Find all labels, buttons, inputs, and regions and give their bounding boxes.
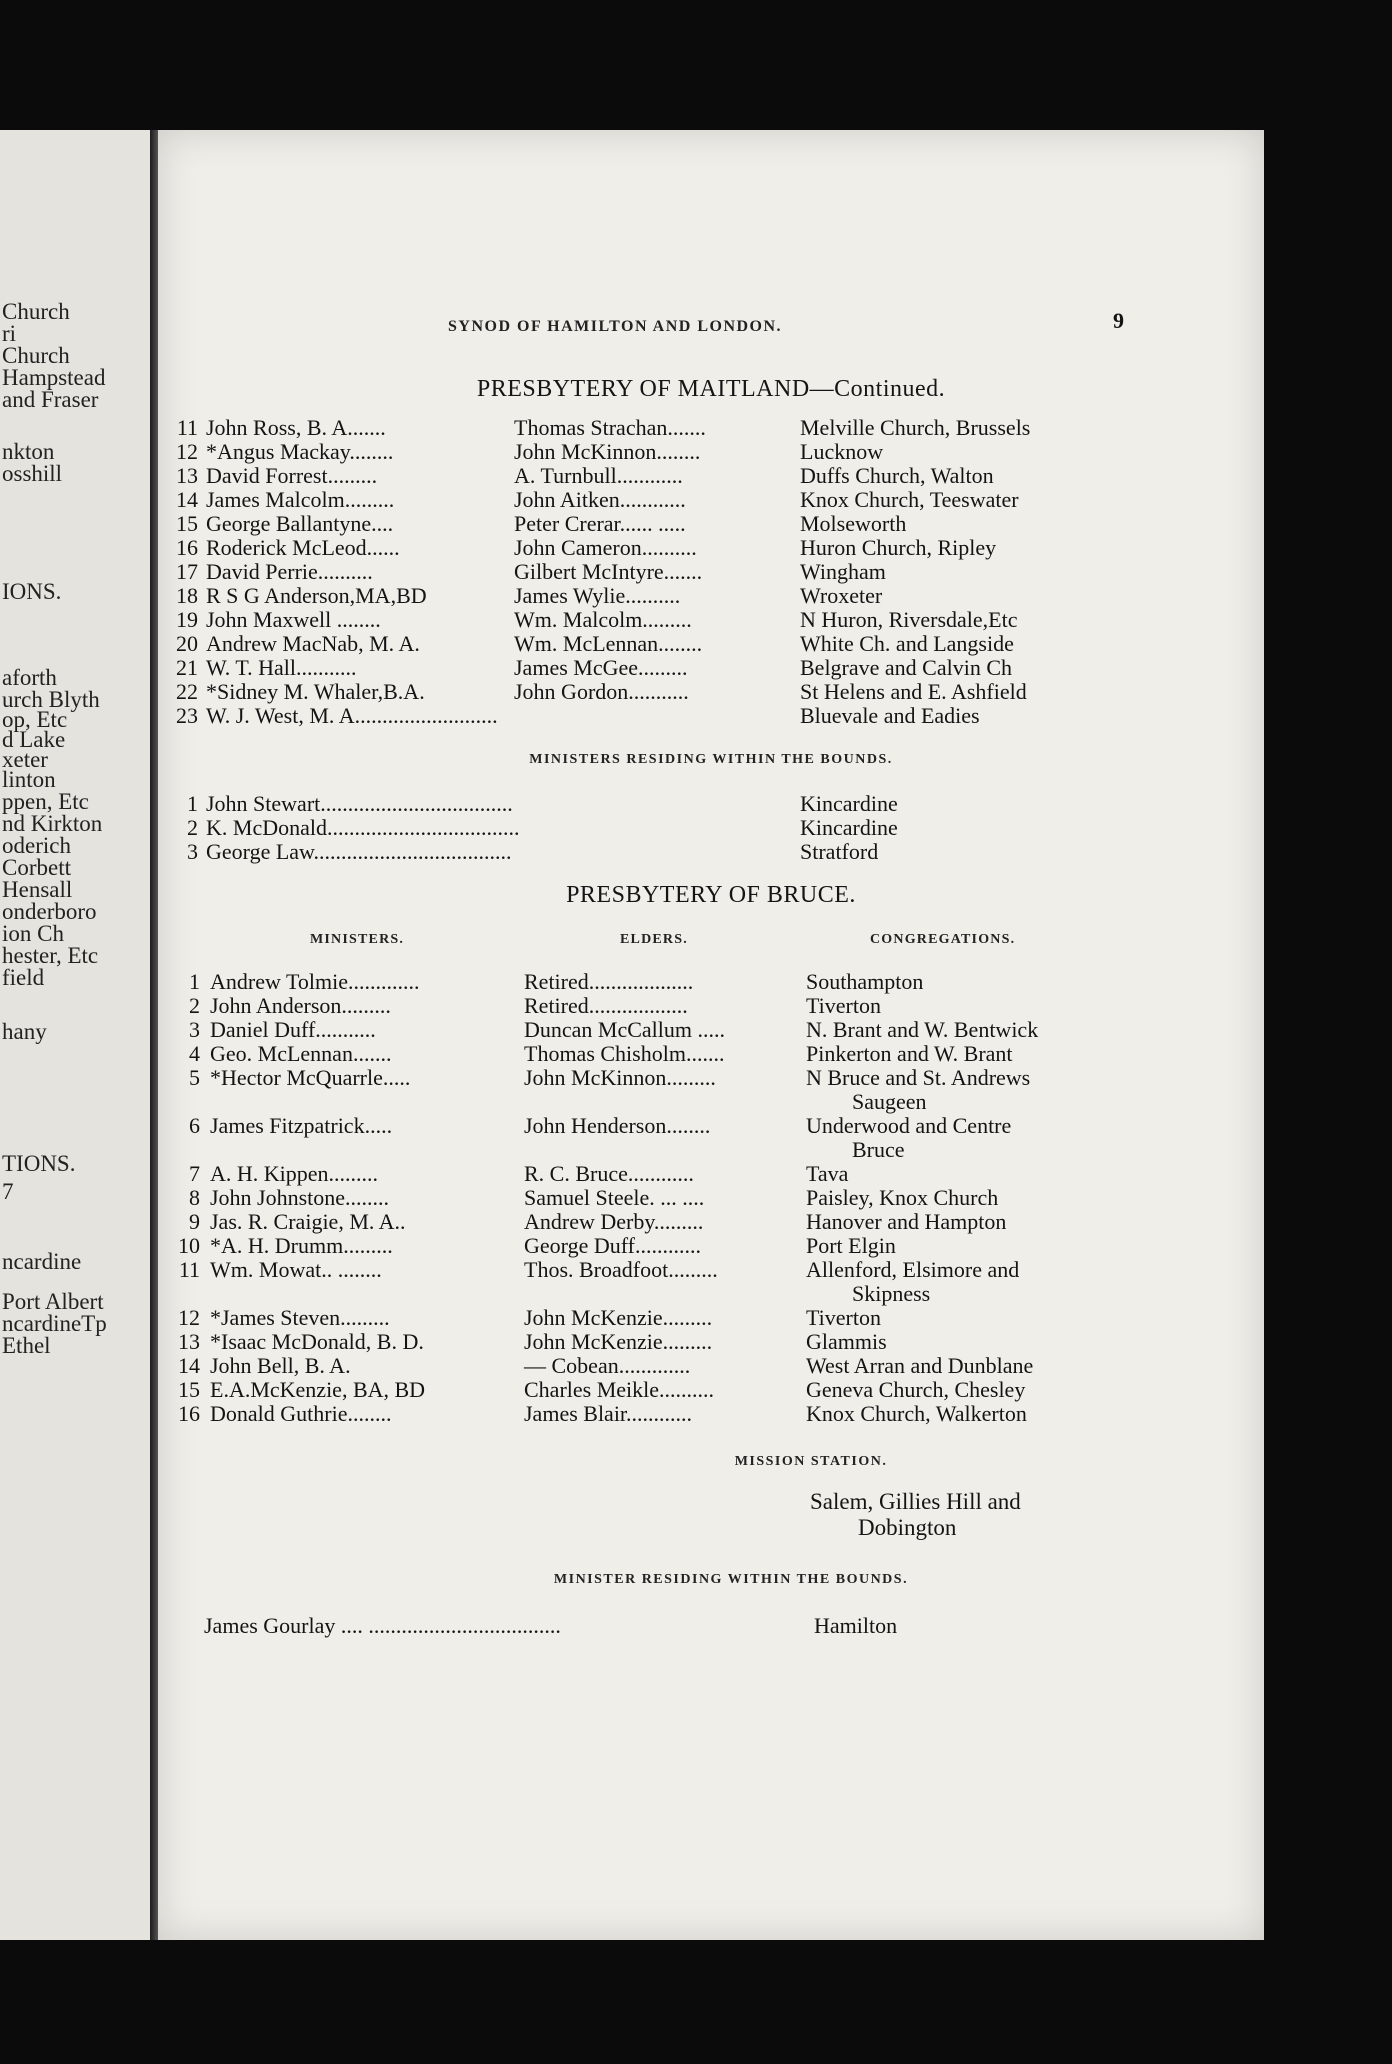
minister-name: John Stewart................................... xyxy=(206,791,513,816)
row-number: 4 xyxy=(189,1041,200,1066)
row-number: 12 xyxy=(176,439,198,464)
elder-name: John Cameron.......... xyxy=(514,535,697,560)
row-number: 2 xyxy=(189,993,200,1018)
row-number: 12 xyxy=(178,1305,200,1330)
elder-name: John McKenzie......... xyxy=(524,1305,713,1330)
congregation-continuation: Saugeen xyxy=(852,1089,927,1114)
running-head: SYNOD OF HAMILTON AND LONDON. xyxy=(448,318,783,335)
col-congregations: CONGREGATIONS. xyxy=(870,932,1016,947)
minister-name: John Ross, B. A....... xyxy=(206,415,386,440)
facing-page-text: Port Albert xyxy=(2,1289,104,1314)
elder-name: Retired.................. xyxy=(524,993,688,1018)
facing-page-text: xeter xyxy=(2,747,48,772)
row-number: 3 xyxy=(189,1017,200,1042)
congregation-name: Tiverton xyxy=(806,993,881,1018)
table-row xyxy=(158,416,1264,440)
minister-name: *Angus Mackay........ xyxy=(206,439,394,464)
maitland-list xyxy=(158,416,1264,728)
facing-page-text: 7 xyxy=(2,1179,14,1204)
elder-name: James McGee......... xyxy=(514,655,688,680)
table-row xyxy=(158,1354,1264,1378)
row-number: 8 xyxy=(189,1185,200,1210)
mission-heading: MISSION STATION. xyxy=(734,1454,888,1469)
page-number: 9 xyxy=(1113,308,1124,333)
table-row xyxy=(158,816,1264,840)
table-row xyxy=(158,608,1264,632)
facing-page-text: urch Blyth xyxy=(2,687,100,712)
bruce-list xyxy=(158,970,1264,1426)
congregation-name: N Bruce and St. Andrews xyxy=(806,1065,1031,1090)
row-number: 20 xyxy=(176,631,198,656)
elder-name: George Duff............ xyxy=(524,1233,701,1258)
minister-name: A. H. Kippen......... xyxy=(210,1161,379,1186)
facing-page-text: onderboro xyxy=(2,899,97,924)
table-row xyxy=(158,1258,1264,1282)
congregation-name: Geneva Church, Chesley xyxy=(806,1377,1026,1402)
table-row xyxy=(158,1330,1264,1354)
congregation-name: Allenford, Elsimore and xyxy=(806,1257,1020,1282)
facing-page-text: d Lake xyxy=(2,727,66,752)
row-number: 16 xyxy=(178,1401,200,1426)
facing-page-text: osshill xyxy=(2,461,63,486)
table-row xyxy=(158,1186,1264,1210)
minister-name: *James Steven......... xyxy=(210,1305,390,1330)
table-row xyxy=(158,704,1264,728)
facing-page-text: Church xyxy=(2,343,70,368)
row-number: 7 xyxy=(189,1161,200,1186)
table-row xyxy=(158,1114,1264,1138)
table-row xyxy=(158,1162,1264,1186)
facing-page-text: aforth xyxy=(2,665,57,690)
table-row xyxy=(158,1066,1264,1090)
congregation-name: Pinkerton and W. Brant xyxy=(806,1041,1013,1066)
maitland-title: PRESBYTERY OF MAITLAND—Continued. xyxy=(476,376,946,402)
elder-name: John Henderson........ xyxy=(524,1113,711,1138)
facing-page-text: hany xyxy=(2,1019,47,1044)
table-row xyxy=(158,1018,1264,1042)
elder-name: Peter Crerar...... ..... xyxy=(514,511,686,536)
table-row xyxy=(158,488,1264,512)
table-row xyxy=(158,656,1264,680)
row-number: 16 xyxy=(176,535,198,560)
congregation-name: West Arran and Dunblane xyxy=(806,1353,1034,1378)
congregation-name: Hanover and Hampton xyxy=(806,1209,1007,1234)
elder-name: Wm. Malcolm......... xyxy=(514,607,692,632)
facing-page-text: oderich xyxy=(2,833,71,858)
row-number: 15 xyxy=(176,511,198,536)
table-row xyxy=(158,464,1264,488)
elder-name: Thomas Strachan....... xyxy=(514,415,706,440)
congregation-name: Southampton xyxy=(806,969,924,994)
congregation-continuation: Skipness xyxy=(852,1281,931,1306)
elder-name: James Wylie.......... xyxy=(514,583,681,608)
minister-name: John Maxwell ........ xyxy=(206,607,381,632)
minister-name: Wm. Mowat.. ........ xyxy=(210,1257,382,1282)
maitland-residing-list xyxy=(158,792,1264,864)
table-row xyxy=(158,536,1264,560)
table-row xyxy=(158,512,1264,536)
table-row-continuation xyxy=(158,1090,1264,1114)
congregation-name: White Ch. and Langside xyxy=(800,631,1014,656)
row-number: 5 xyxy=(189,1065,200,1090)
elder-name: Samuel Steele. ... .... xyxy=(524,1185,705,1210)
col-elders: ELDERS. xyxy=(620,932,688,947)
facing-page-text: TIONS. xyxy=(2,1151,76,1176)
facing-page-text: nkton xyxy=(2,439,55,464)
congregation-name: Bluevale and Eadies xyxy=(800,703,980,728)
minister-name: George Ballantyne.... xyxy=(206,511,394,536)
minister-name: James Fitzpatrick..... xyxy=(210,1113,393,1138)
minister-name: George Law.................................... xyxy=(206,839,512,864)
elder-name: Gilbert McIntyre....... xyxy=(514,559,703,584)
elder-name: Thomas Chisholm....... xyxy=(524,1041,725,1066)
elder-name: John McKinnon......... xyxy=(524,1065,716,1090)
congregation-name: Port Elgin xyxy=(806,1233,896,1258)
table-row xyxy=(158,440,1264,464)
elder-name: John McKenzie......... xyxy=(524,1329,713,1354)
facing-page-text: Hensall xyxy=(2,877,73,902)
minister-name: David Forrest......... xyxy=(206,463,378,488)
minister-name: John Johnstone........ xyxy=(210,1185,390,1210)
elder-name: Duncan McCallum ..... xyxy=(524,1017,726,1042)
row-number: 22 xyxy=(176,679,198,704)
minister-name: John Bell, B. A. xyxy=(210,1353,351,1378)
row-number: 13 xyxy=(178,1329,200,1354)
congregation-name: Tiverton xyxy=(806,1305,881,1330)
elder-name: John Gordon........... xyxy=(514,679,689,704)
table-row xyxy=(158,840,1264,864)
facing-page-text: Church xyxy=(2,299,70,324)
elder-name: Andrew Derby......... xyxy=(524,1209,704,1234)
row-number: 19 xyxy=(176,607,198,632)
elder-name: James Blair............ xyxy=(524,1401,693,1426)
congregation-name: Tava xyxy=(806,1161,849,1186)
facing-page-text: field xyxy=(2,965,45,990)
elder-name: John McKinnon........ xyxy=(514,439,701,464)
table-row-continuation xyxy=(158,1138,1264,1162)
table-row xyxy=(158,1210,1264,1234)
row-number: 14 xyxy=(178,1353,200,1378)
minister-name: K. McDonald................................... xyxy=(206,815,520,840)
congregation-name: St Helens and E. Ashfield xyxy=(800,679,1027,704)
elder-name: Retired................... xyxy=(524,969,694,994)
minister-name: Jas. R. Craigie, M. A.. xyxy=(210,1209,406,1234)
congregation-name: Duffs Church, Walton xyxy=(800,463,994,488)
row-number: 1 xyxy=(187,791,198,816)
row-number: 17 xyxy=(176,559,198,584)
bruce-title: PRESBYTERY OF BRUCE. xyxy=(566,882,856,908)
table-row xyxy=(158,1402,1264,1426)
elder-name: A. Turnbull............ xyxy=(514,463,683,488)
minister-name: E.A.McKenzie, BA, BD xyxy=(210,1377,426,1402)
facing-page-text: hester, Etc xyxy=(2,943,99,968)
facing-page-text: op, Etc xyxy=(2,707,68,732)
row-number: 9 xyxy=(189,1209,200,1234)
minister-name: W. J. West, M. A.......................... xyxy=(206,703,498,728)
congregation-name: Huron Church, Ripley xyxy=(800,535,997,560)
facing-page-text: IONS. xyxy=(2,579,62,604)
minister-name: David Perrie.......... xyxy=(206,559,373,584)
elder-name: Wm. McLennan........ xyxy=(514,631,703,656)
page xyxy=(158,130,1264,1940)
table-row xyxy=(158,584,1264,608)
minister-name: James Malcolm......... xyxy=(206,487,395,512)
row-number: 11 xyxy=(176,415,198,440)
row-number: 14 xyxy=(176,487,198,512)
facing-page-text: Ethel xyxy=(2,1333,51,1358)
facing-page-text: ppen, Etc xyxy=(2,789,89,814)
congregation-name: Knox Church, Walkerton xyxy=(806,1401,1027,1426)
residing-minister-place: Hamilton xyxy=(814,1613,898,1638)
elder-name: Charles Meikle.......... xyxy=(524,1377,715,1402)
elder-name: — Cobean............. xyxy=(524,1353,691,1378)
facing-page-text: ri xyxy=(2,321,17,346)
table-row xyxy=(158,632,1264,656)
table-row-continuation xyxy=(158,1282,1264,1306)
minister-name: R S G Anderson,MA,BD xyxy=(206,583,427,608)
congregation-name: Molseworth xyxy=(800,511,907,536)
row-number: 1 xyxy=(189,969,200,994)
congregation-name: Lucknow xyxy=(800,439,884,464)
row-number: 10 xyxy=(178,1233,200,1258)
facing-page-text: ion Ch xyxy=(2,921,64,946)
elder-name: Thos. Broadfoot......... xyxy=(524,1257,718,1282)
residing-minister-name: James Gourlay .... ................................... xyxy=(204,1613,561,1638)
minister-name: Geo. McLennan....... xyxy=(210,1041,392,1066)
residence-place: Stratford xyxy=(800,839,879,864)
facing-page-text: nd Kirkton xyxy=(2,811,103,836)
minister-name: *Hector McQuarrle..... xyxy=(210,1065,411,1090)
row-number: 2 xyxy=(187,815,198,840)
congregation-name: N Huron, Riversdale,Etc xyxy=(800,607,1018,632)
elder-name: John Aitken............ xyxy=(514,487,686,512)
minister-name: *Sidney M. Whaler,B.A. xyxy=(206,679,425,704)
maitland-residing-heading: MINISTERS RESIDING WITHIN THE BOUNDS. xyxy=(529,752,893,767)
table-row xyxy=(158,560,1264,584)
congregation-name: Glammis xyxy=(806,1329,887,1354)
residence-place: Kincardine xyxy=(800,815,898,840)
row-number: 21 xyxy=(176,655,198,680)
row-number: 18 xyxy=(176,583,198,608)
congregation-name: Wroxeter xyxy=(800,583,883,608)
table-row xyxy=(158,680,1264,704)
col-ministers: MINISTERS. xyxy=(310,932,405,947)
row-number: 13 xyxy=(176,463,198,488)
congregation-name: Paisley, Knox Church xyxy=(806,1185,999,1210)
congregation-name: Wingham xyxy=(800,559,886,584)
minister-name: *Isaac McDonald, B. D. xyxy=(210,1329,424,1354)
minister-name: Daniel Duff........... xyxy=(210,1017,376,1042)
table-row xyxy=(158,994,1264,1018)
minister-name: W. T. Hall........... xyxy=(206,655,357,680)
congregation-name: Belgrave and Calvin Ch xyxy=(800,655,1013,680)
row-number: 6 xyxy=(189,1113,200,1138)
minister-name: Donald Guthrie........ xyxy=(210,1401,392,1426)
elder-name: R. C. Bruce............ xyxy=(524,1161,694,1186)
facing-page-text: ncardineTp xyxy=(2,1311,107,1336)
facing-page-text: Hampstead xyxy=(2,365,106,390)
row-number: 15 xyxy=(178,1377,200,1402)
congregation-name: N. Brant and W. Bentwick xyxy=(806,1017,1039,1042)
table-row xyxy=(158,1234,1264,1258)
row-number: 3 xyxy=(187,839,198,864)
residence-place: Kincardine xyxy=(800,791,898,816)
row-number: 11 xyxy=(178,1257,200,1282)
congregation-name: Knox Church, Teeswater xyxy=(800,487,1019,512)
table-row xyxy=(158,1378,1264,1402)
table-row xyxy=(158,1042,1264,1066)
mission-line1: Salem, Gillies Hill and xyxy=(810,1489,1021,1514)
minister-name: Andrew MacNab, M. A. xyxy=(206,631,420,656)
row-number: 23 xyxy=(176,703,198,728)
congregation-name: Melville Church, Brussels xyxy=(800,415,1031,440)
facing-page-text: linton xyxy=(2,767,56,792)
facing-page-text: Corbett xyxy=(2,855,71,880)
facing-page-text: ncardine xyxy=(2,1249,82,1274)
mission-line2: Dobington xyxy=(858,1515,957,1540)
congregation-name: Underwood and Centre xyxy=(806,1113,1012,1138)
table-row xyxy=(158,1306,1264,1330)
facing-page-text: and Fraser xyxy=(2,387,99,412)
minister-name: Andrew Tolmie............. xyxy=(210,969,420,994)
minister-name: John Anderson......... xyxy=(210,993,391,1018)
minister-name: Roderick McLeod...... xyxy=(206,535,400,560)
bruce-residing-heading: MINISTER RESIDING WITHIN THE BOUNDS. xyxy=(553,1572,909,1587)
table-row xyxy=(158,792,1264,816)
congregation-continuation: Bruce xyxy=(852,1137,905,1162)
facing-page xyxy=(0,130,158,1940)
minister-name: *A. H. Drumm......... xyxy=(210,1233,393,1258)
table-row xyxy=(158,970,1264,994)
